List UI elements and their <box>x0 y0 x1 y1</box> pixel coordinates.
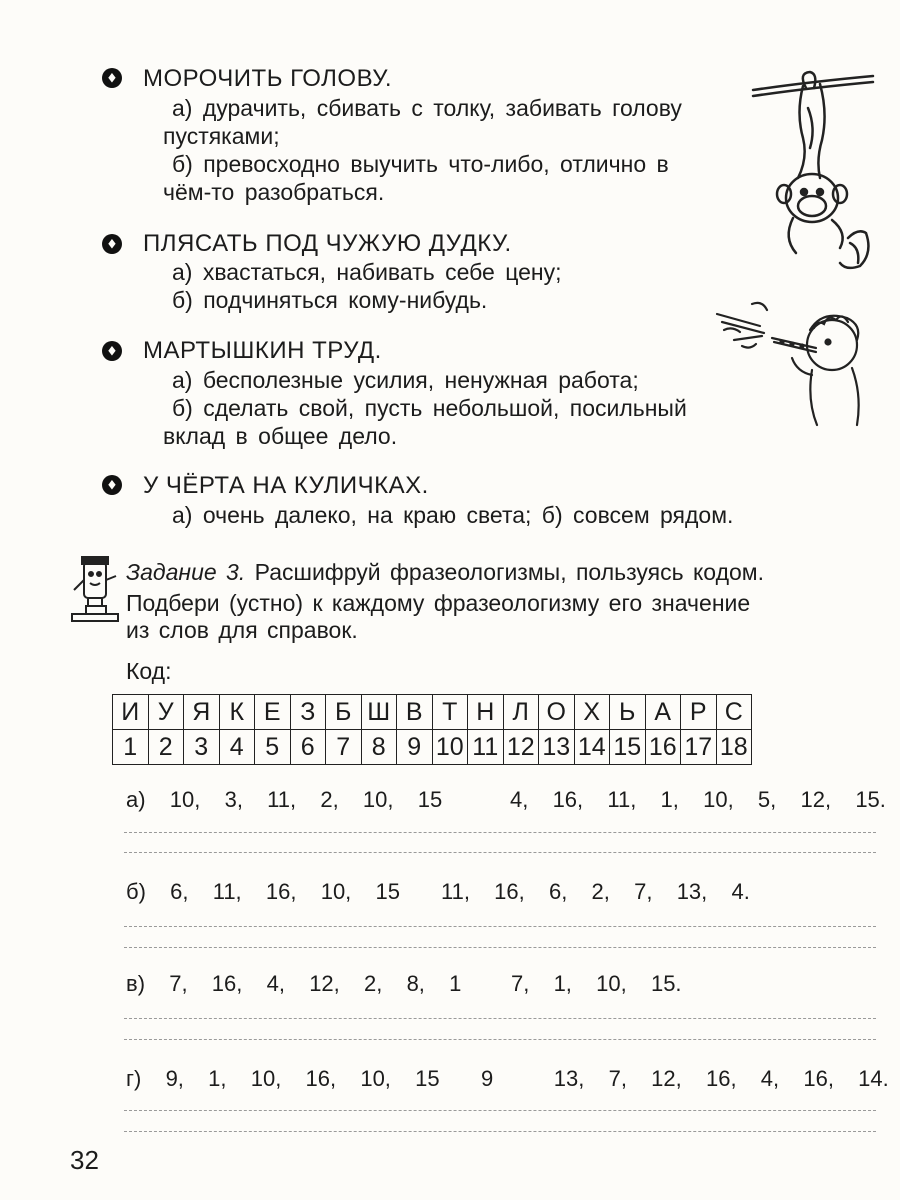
idiom-option: пустяками; <box>163 123 280 149</box>
idiom-title: ПЛЯСАТЬ ПОД ЧУЖУЮ ДУДКУ. <box>143 230 512 257</box>
task-label: Задание 3. <box>126 559 246 585</box>
idiom-title: У ЧЁРТА НА КУЛИЧКАХ. <box>143 472 429 499</box>
answer-line[interactable] <box>124 852 876 853</box>
idiom-title: МОРОЧИТЬ ГОЛОВУ. <box>143 65 393 92</box>
boy-pipe-illustration <box>712 300 872 430</box>
exercise-b-code-2: 11, 16, 6, 2, 7, 13, 4. <box>441 879 750 904</box>
code-letter: К <box>219 695 255 730</box>
code-number: 1 <box>113 730 149 765</box>
answer-line[interactable] <box>124 947 876 948</box>
code-number: 15 <box>610 730 646 765</box>
answer-line[interactable] <box>124 1110 876 1111</box>
bullet-icon <box>101 474 123 496</box>
code-numbers-row <box>113 730 752 765</box>
code-number: 11 <box>468 730 504 765</box>
code-letter: Б <box>326 695 362 730</box>
bullet-icon <box>101 340 123 362</box>
code-number: 17 <box>681 730 717 765</box>
task-character-icon <box>70 556 120 622</box>
idiom-option: чём-то разобраться. <box>163 179 385 205</box>
code-number: 6 <box>290 730 326 765</box>
idiom-option: а) очень далеко, на краю света; б) совсем рядом. <box>172 502 734 528</box>
code-letter: В <box>397 695 433 730</box>
idiom-option: а) дурачить, сбивать с толку, забивать голову <box>172 95 682 121</box>
svg-text:♦: ♦ <box>106 71 118 87</box>
code-letter: А <box>645 695 681 730</box>
exercise-g-code-2: 9 13, 7, 12, 16, 4, 16, 14. <box>481 1066 889 1091</box>
idiom-option: б) превосходно выучить что-либо, отлично в <box>172 151 669 177</box>
idiom-option: б) сделать свой, пусть небольшой, посильный <box>172 395 687 421</box>
monkey-illustration <box>748 68 878 273</box>
code-letter: С <box>716 695 752 730</box>
idiom-option: а) хвастаться, набивать себе цену; <box>172 259 562 285</box>
answer-line[interactable] <box>124 926 876 927</box>
code-number: 18 <box>716 730 752 765</box>
code-letter: Р <box>681 695 717 730</box>
code-number: 3 <box>184 730 220 765</box>
idiom-option: а) бесполезные усилия, ненужная работа; <box>172 367 639 393</box>
code-letter: И <box>113 695 149 730</box>
answer-line[interactable] <box>124 1039 876 1040</box>
exercise-a-code-1: а) 10, 3, 11, 2, 10, 15 <box>126 787 443 812</box>
code-letters-row <box>113 695 752 730</box>
code-number: 14 <box>574 730 610 765</box>
idiom-option: вклад в общее дело. <box>163 423 398 449</box>
code-number: 8 <box>361 730 397 765</box>
exercise-v-code-2: 7, 1, 10, 15. <box>511 971 682 996</box>
idiom-option: б) подчиняться кому-нибудь. <box>172 287 488 313</box>
exercise-v-code-1: в) 7, 16, 4, 12, 2, 8, 1 <box>126 971 462 996</box>
answer-line[interactable] <box>124 832 876 833</box>
code-letter: Л <box>503 695 539 730</box>
code-letter: Я <box>184 695 220 730</box>
page-number: 32 <box>70 1145 99 1175</box>
task-line-1: Задание 3. Расшифруй фразеологизмы, пользуясь кодом. <box>126 559 764 585</box>
bullet-icon <box>101 67 123 89</box>
code-number: 5 <box>255 730 291 765</box>
code-table <box>112 694 752 765</box>
code-label: Код: <box>126 658 172 684</box>
exercise-a-code-2: 4, 16, 11, 1, 10, 5, 12, 15. <box>510 787 886 812</box>
code-number: 2 <box>148 730 184 765</box>
code-letter: Ш <box>361 695 397 730</box>
code-number: 7 <box>326 730 362 765</box>
code-letter: О <box>539 695 575 730</box>
code-number: 4 <box>219 730 255 765</box>
code-number: 16 <box>645 730 681 765</box>
code-letter: Н <box>468 695 504 730</box>
svg-text:♦: ♦ <box>106 478 118 494</box>
answer-line[interactable] <box>124 1131 876 1132</box>
bullet-icon <box>101 233 123 255</box>
svg-text:♦: ♦ <box>106 237 118 253</box>
code-number: 12 <box>503 730 539 765</box>
code-letter: Х <box>574 695 610 730</box>
code-letter: Е <box>255 695 291 730</box>
task-line-3: из слов для справок. <box>126 617 358 643</box>
svg-text:♦: ♦ <box>106 344 118 360</box>
code-letter: Т <box>432 695 468 730</box>
code-letter: У <box>148 695 184 730</box>
idiom-title: МАРТЫШКИН ТРУД. <box>143 337 382 364</box>
code-number: 10 <box>432 730 468 765</box>
code-number: 9 <box>397 730 433 765</box>
exercise-g-code-1: г) 9, 1, 10, 16, 10, 15 <box>126 1066 440 1091</box>
code-number: 13 <box>539 730 575 765</box>
code-letter: З <box>290 695 326 730</box>
task-line-2: Подбери (устно) к каждому фразеологизму его значение <box>126 590 751 616</box>
code-letter: Ь <box>610 695 646 730</box>
exercise-b-code-1: б) 6, 11, 16, 10, 15 <box>126 879 400 904</box>
answer-line[interactable] <box>124 1018 876 1019</box>
